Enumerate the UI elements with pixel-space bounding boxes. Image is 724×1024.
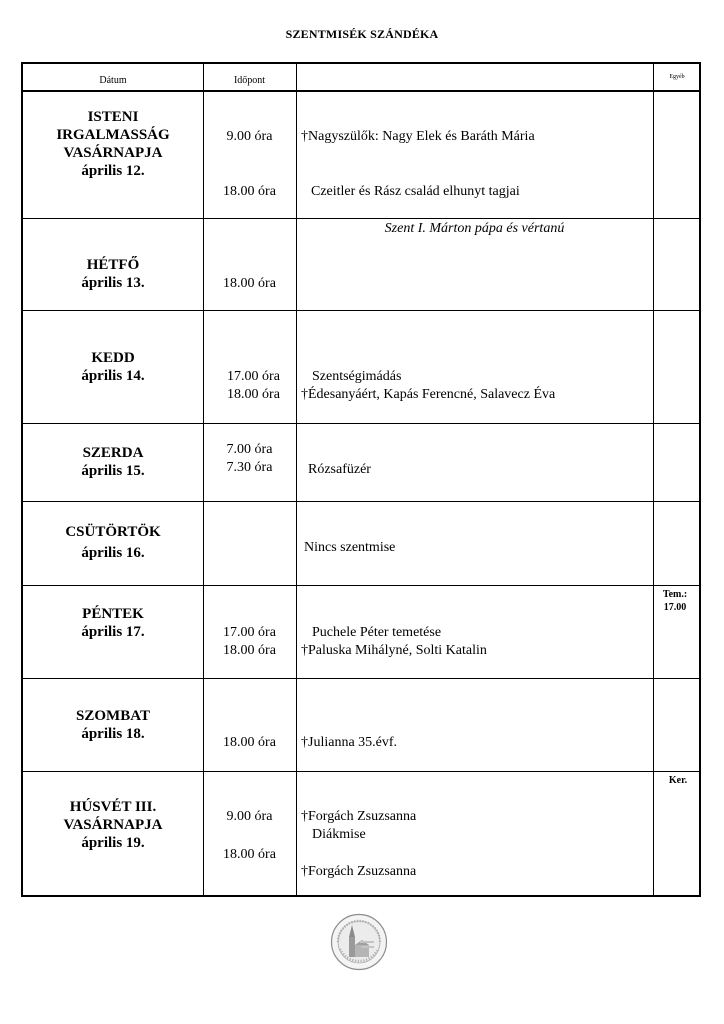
day-name: PÉNTEK [82,606,144,622]
day-date: április 12. [81,163,145,179]
mass-intention: †Forgách Zsuzsanna [301,864,417,879]
row-divider [23,585,699,586]
mass-time: 9.00 óra [226,809,273,824]
day-cell [23,108,203,180]
mass-time: 17.00 óra [227,369,280,384]
day-name: SZERDA [82,445,144,461]
mass-intention: Puchele Péter temetése [312,625,442,640]
row-divider [23,310,699,311]
mass-intention: †Forgách Zsuzsanna [301,809,417,824]
mass-time: 18.00 óra [223,735,276,750]
mass-intention: Nincs szentmise [304,540,396,555]
mass-intention: Szentségimádás [312,369,402,384]
day-cell [23,349,203,385]
header-divider [23,90,699,92]
day-date: április 13. [81,275,145,291]
day-name: KEDD [91,350,135,366]
row-divider [23,218,699,219]
mass-intention: Czeitler és Rász család elhunyt tagjai [311,184,520,199]
column-header-date: Dátum [99,75,127,86]
other-note: Ker. [668,775,688,786]
day-name: SZOMBAT [76,708,150,724]
day-name: ISTENI IRGALMASSÁG VASÁRNAPJA [56,109,170,161]
mass-schedule-table [21,62,701,897]
mass-intention: †Édesanyáért, Kapás Ferencné, Salavecz Éva [301,387,556,402]
day-cell [23,798,203,852]
day-date: április 17. [81,624,145,640]
column-header-other: Egyéb [669,74,685,80]
column-header-time: Időpont [233,75,266,86]
day-cell [23,444,203,480]
day-date: április 15. [81,463,145,479]
day-date: április 18. [81,726,145,742]
mass-time: 18.00 óra [223,184,276,199]
row-divider [23,771,699,772]
row-divider [23,423,699,424]
mass-time: 18.00 óra [227,387,280,402]
mass-time: 18.00 óra [223,847,276,862]
day-date: április 19. [81,835,145,851]
mass-time: 9.00 óra [226,129,273,144]
page-title: SZENTMISÉK SZÁNDÉKA [285,27,439,41]
other-note: Tem.: 17.00 [662,589,688,613]
mass-time: 18.00 óra [223,276,276,291]
row-divider [23,501,699,502]
mass-intention: †Paluska Mihályné, Solti Katalin [301,643,487,658]
day-date: április 14. [81,368,145,384]
day-name: HÚSVÉT III. VASÁRNAPJA [63,799,163,833]
day-cell [23,707,203,743]
mass-time: 7.30 óra [226,460,273,475]
mass-intention: Diákmise [312,827,366,842]
day-date: április 16. [81,545,145,561]
day-cell [23,256,203,292]
feast-of-day: Szent I. Márton pápa és vértanú [384,221,565,236]
mass-time: 7.00 óra [226,442,273,457]
mass-time: 18.00 óra [223,643,276,658]
row-divider [23,678,699,679]
mass-time: 17.00 óra [223,625,276,640]
mass-intention: Rózsafüzér [308,462,371,477]
day-cell [23,605,203,641]
parish-seal-icon [330,913,388,971]
day-cell [23,522,203,564]
mass-intention: †Nagyszülők: Nagy Elek és Baráth Mária [301,129,535,144]
day-name: HÉTFŐ [86,257,140,273]
mass-intention: †Julianna 35.évf. [301,735,398,750]
day-name: CSÜTÖRTÖK [65,524,161,540]
